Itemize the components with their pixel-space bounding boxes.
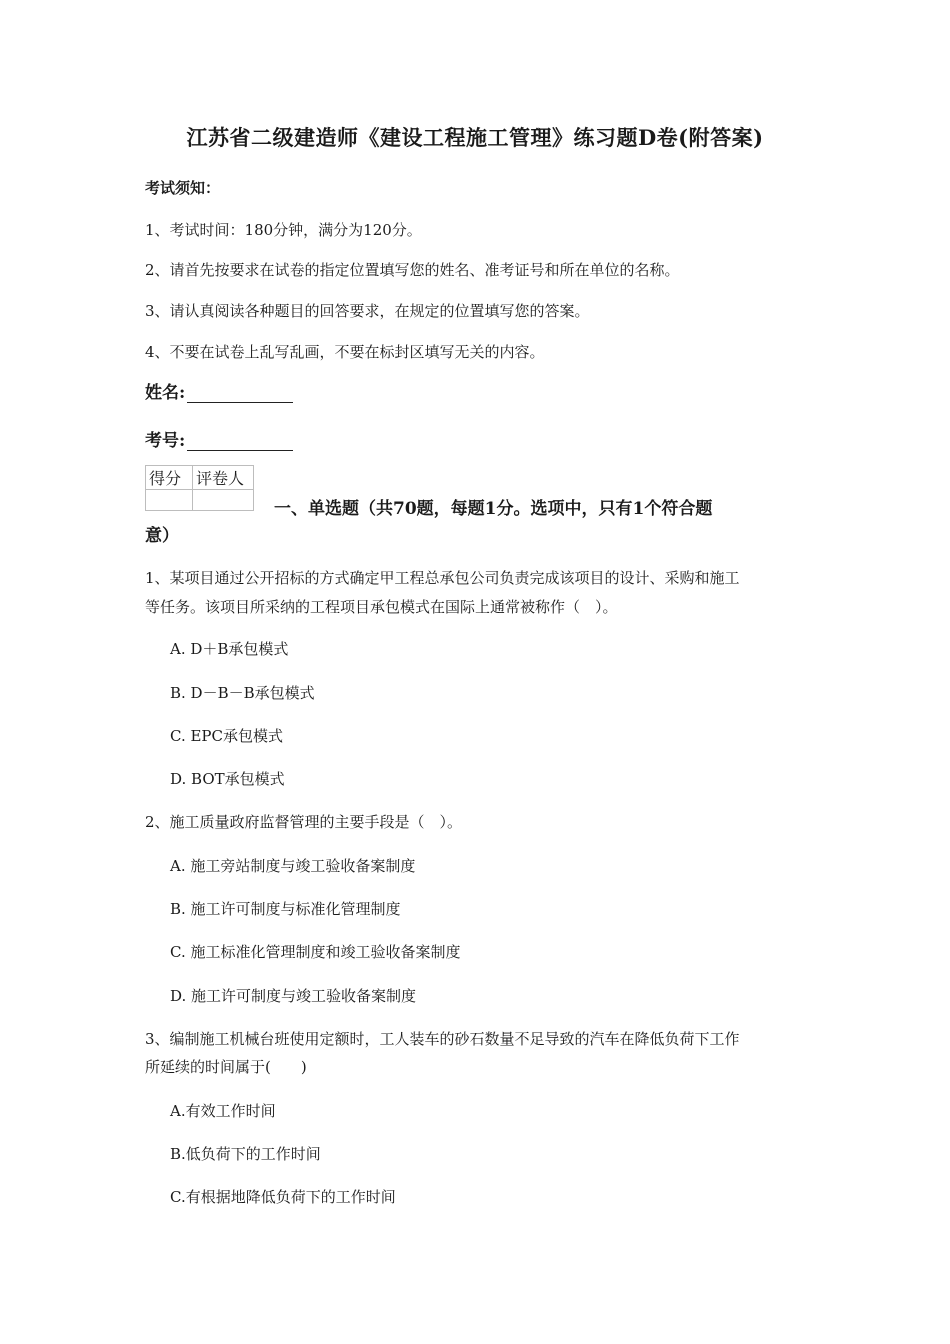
question-option: D. 施工许可制度与竣工验收备案制度 xyxy=(170,987,417,1005)
name-blank[interactable] xyxy=(187,384,293,403)
grader-cell[interactable] xyxy=(193,490,254,511)
notice-item: 3、请认真阅读各种题目的回答要求，在规定的位置填写您的答案。 xyxy=(145,302,590,320)
score-table xyxy=(145,465,254,511)
section-heading: 一、单选题（共70题，每题1分。选项中，只有1个符合题 xyxy=(274,499,713,519)
question-option: A.有效工作时间 xyxy=(170,1102,276,1120)
question-option: C.有根据地降低负荷下的工作时间 xyxy=(170,1188,396,1206)
question-option: D. BOT承包模式 xyxy=(170,770,285,788)
question-stem: 等任务。该项目所采纳的工程项目承包模式在国际上通常被称作（ ）。 xyxy=(145,598,618,616)
notice-item: 1、考试时间：180分钟，满分为120分。 xyxy=(145,221,422,239)
name-field xyxy=(145,378,293,403)
question-stem: 3、编制施工机械台班使用定额时，工人装车的砂石数量不足导致的汽车在降低负荷下工作 xyxy=(145,1030,740,1048)
exam-number-blank[interactable] xyxy=(187,432,293,451)
exam-number-field xyxy=(145,426,293,451)
question-option: A. 施工旁站制度与竣工验收备案制度 xyxy=(170,857,416,875)
question-option: B. D－B－B承包模式 xyxy=(170,684,315,702)
notice-item: 4、不要在试卷上乱写乱画，不要在标封区填写无关的内容。 xyxy=(145,343,545,361)
question-stem: 1、某项目通过公开招标的方式确定甲工程总承包公司负责完成该项目的设计、采购和施工 xyxy=(145,569,740,587)
document-title: 江苏省二级建造师《建设工程施工管理》练习题D卷(附答案) xyxy=(186,125,764,150)
section-heading-cont: 意） xyxy=(145,526,179,546)
question-stem: 2、施工质量政府监督管理的主要手段是（ ）。 xyxy=(145,813,463,831)
question-option: C. EPC承包模式 xyxy=(170,727,283,745)
name-label: 姓名: xyxy=(145,383,186,403)
question-option: C. 施工标准化管理制度和竣工验收备案制度 xyxy=(170,943,461,961)
exam-number-label: 考号: xyxy=(145,431,186,451)
notice-item: 2、请首先按要求在试卷的指定位置填写您的姓名、准考证号和所在单位的名称。 xyxy=(145,261,680,279)
question-option: A. D＋B承包模式 xyxy=(170,640,289,658)
score-cell[interactable] xyxy=(146,490,193,511)
question-option: B.低负荷下的工作时间 xyxy=(170,1145,321,1163)
notice-heading: 考试须知： xyxy=(145,179,221,197)
question-stem: 所延续的时间属于( ) xyxy=(145,1058,307,1076)
score-header: 得分 xyxy=(146,466,193,490)
grader-header: 评卷人 xyxy=(193,466,254,490)
question-option: B. 施工许可制度与标准化管理制度 xyxy=(170,900,401,918)
